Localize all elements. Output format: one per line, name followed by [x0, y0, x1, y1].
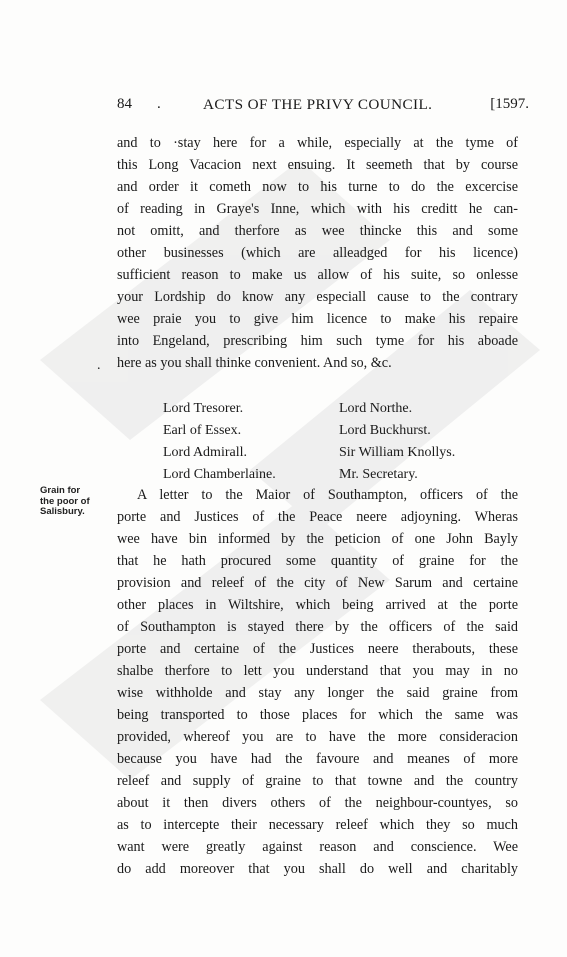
margin-mark: .: [97, 358, 101, 373]
text-line: your Lordship do know any especiall cause to the contrary: [117, 289, 518, 305]
text-line: A letter to the Maior of Southampton, officers of the: [137, 487, 518, 503]
text-line: do add moreover that you shall do well and charitably: [117, 861, 518, 877]
margin-note-line: Grain for: [40, 485, 81, 496]
text-line: sufficient reason to make us allow of his suite, so onlesse: [117, 267, 518, 283]
text-line: here as you shall thinke convenient. And so, &c.: [117, 355, 392, 371]
margin-note-line: Salisbury.: [40, 506, 85, 517]
signatory: Lord Northe.: [339, 401, 413, 416]
year-label: [1597.: [490, 96, 529, 112]
text-line: about it then divers others of the neighbour-countyes, so: [117, 795, 518, 811]
text-line: of reading in Graye's Inne, which with his creditt he can-: [117, 201, 518, 217]
text-line: that he hath procured some quantity of graine for the: [117, 553, 518, 569]
text-line: porte and certaine of the Justices neere therabouts, these: [117, 641, 518, 657]
text-line: this Long Vacacion next ensuing. It seemeth that by course: [117, 157, 518, 173]
signatory: Lord Admirall.: [163, 445, 247, 460]
signatories-left-column: [163, 398, 276, 486]
signatory: Lord Chamberlaine.: [163, 467, 276, 482]
page-number: 84: [117, 96, 132, 112]
text-line: want were greatly against reason and conscience. Wee: [117, 839, 518, 855]
text-line: releef and supply of graine to that towne and the country: [117, 773, 518, 789]
text-line: as to intercepte their necessary releef which they so much: [117, 817, 518, 833]
text-line: provided, whereof you are to have the more consideracion: [117, 729, 518, 745]
text-line: wee have bin informed by the peticion of one John Bayly: [117, 531, 518, 547]
text-line: porte and Justices of the Peace neere adjoyning. Wheras: [117, 509, 518, 525]
text-line: and to ·stay here for a while, especially at the tyme of: [117, 135, 518, 151]
text-line: of Southampton is stayed there by the officers of the said: [117, 619, 518, 635]
text-line: provision and releef of the city of New Sarum and certaine: [117, 575, 518, 591]
signatory: Lord Tresorer.: [163, 401, 244, 416]
text-line: other businesses (which are alleadged for his licence): [117, 245, 518, 261]
text-line: being transported to those places for which the same was: [117, 707, 518, 723]
header-separator: .: [157, 96, 161, 112]
text-line: shalbe therfore to lett you understand that you may in no: [117, 663, 518, 679]
text-line: and order it cometh now to his turne to do the excercise: [117, 179, 518, 195]
text-line: wee praie you to give him licence to make his repaire: [117, 311, 518, 327]
signatory: Lord Buckhurst.: [339, 423, 431, 438]
signatory: Mr. Secretary.: [339, 467, 418, 482]
text-line: into Engeland, prescribing him such tyme for his aboade: [117, 333, 518, 349]
margin-note: [40, 486, 110, 518]
text-line: because you have had the favoure and meanes of more: [117, 751, 518, 767]
running-title: ACTS OF THE PRIVY COUNCIL.: [203, 96, 433, 113]
margin-note-line: the poor of: [40, 495, 90, 507]
text-line: wise withholde and stay any longer the said graine from: [117, 685, 518, 701]
signatory: Sir William Knollys.: [339, 445, 456, 460]
signatories-right-column: [339, 398, 455, 486]
text-line: other places in Wiltshire, which being arrived at the porte: [117, 597, 518, 613]
text-line: not omitt, and therfore as wee thincke this and some: [117, 223, 518, 239]
signatory: Earl of Essex.: [163, 423, 242, 438]
running-header: [117, 96, 529, 118]
